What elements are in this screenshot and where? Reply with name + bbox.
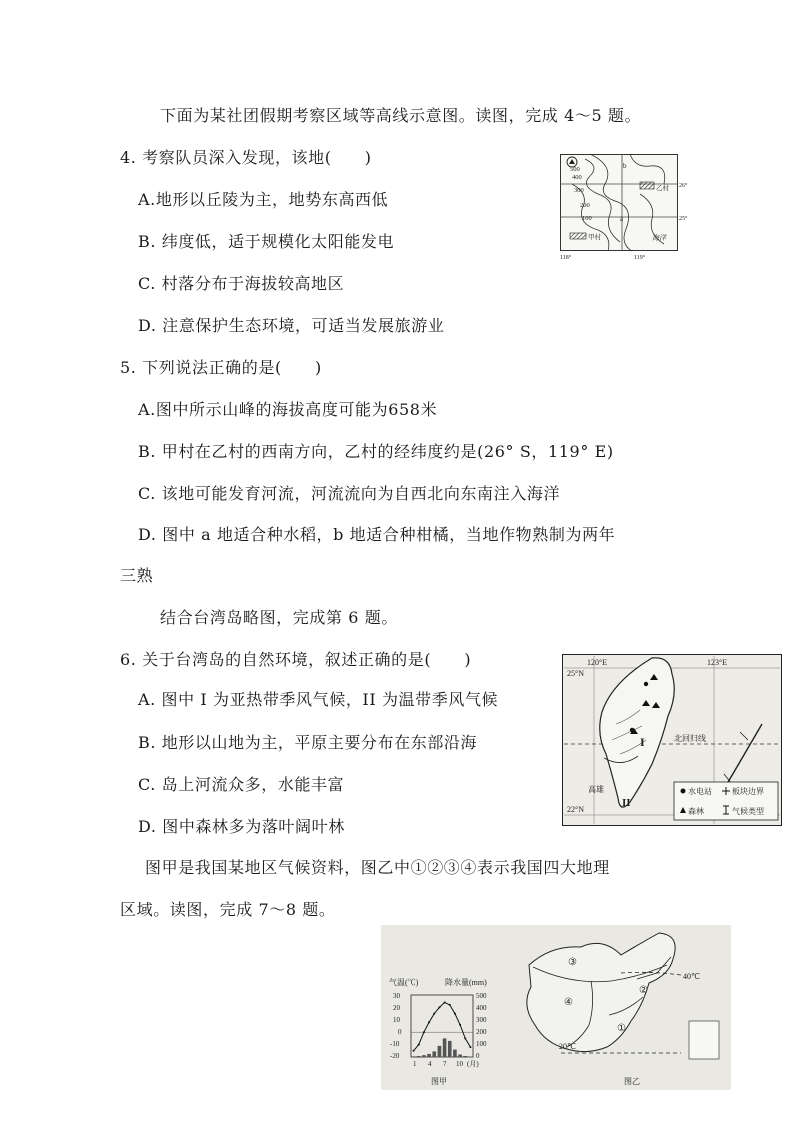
q6-option-d[interactable]: D. 图中森林多为落叶阔叶林: [138, 817, 345, 836]
village-yi-marker: [640, 182, 654, 189]
temp-point-month-6: [438, 1006, 440, 1008]
temp-point-month-2: [418, 1044, 420, 1046]
temp-point-month-8: [449, 1004, 451, 1006]
temp-point-month-1: [413, 1050, 415, 1052]
precip-bar-month-7: [443, 1038, 447, 1057]
y-right-tick-200: 200: [476, 1028, 487, 1036]
lon-120e-label: 120°E: [587, 658, 608, 667]
question-5-stem: 5. 下列说法正确的是( ): [120, 358, 322, 377]
q5-option-c[interactable]: C. 该地可能发育河流，河流流向为自西北向东南注入海洋: [138, 484, 561, 503]
legend-climate-label: 气候类型: [732, 807, 764, 816]
contour-500: 500: [570, 166, 580, 173]
x-tick-4: 4: [428, 1060, 432, 1068]
legend-plate-label: 板块边界: [732, 787, 764, 796]
intro-text-1: 下面为某社团假期考察区域等高线示意图。读图，完成 4～5 题。: [160, 106, 642, 125]
figure-jia-label: 图甲: [431, 1077, 447, 1086]
region-3-label: ③: [568, 957, 577, 968]
chart-temp-axis-title: 气温(℃): [389, 978, 419, 987]
contour-400: 400: [572, 174, 582, 181]
q4-option-c[interactable]: C. 村落分布于海拔较高地区: [138, 274, 345, 293]
question-6-stem: 6. 关于台湾岛的自然环境，叙述正确的是( ): [120, 650, 472, 669]
hydro-station-icon-2: [630, 728, 634, 732]
y-left-tick-neg10: -10: [390, 1040, 400, 1048]
y-left-tick-10: 10: [393, 1016, 400, 1024]
legend-hydro-label: 水电站: [688, 787, 712, 796]
temp-point-month-4: [428, 1021, 430, 1023]
isotherm-20-label: 20℃: [559, 1042, 576, 1051]
precip-bar-month-6: [438, 1046, 442, 1057]
q4-option-b[interactable]: B. 纬度低，适于规模化太阳能发电: [138, 232, 395, 251]
y-right-tick-500: 500: [476, 992, 487, 1000]
temp-point-month-12: [469, 1046, 471, 1048]
q4-option-d[interactable]: D. 注意保护生态环境，可适当发展旅游业: [138, 316, 445, 335]
x-tick-1: 1: [413, 1060, 417, 1068]
q5-option-a[interactable]: A.图中所示山峰的海拔高度可能为658米: [138, 400, 438, 419]
intro-text-3-line1: 图甲是我国某地区气候资料，图乙中①②③④表示我国四大地理: [145, 858, 610, 877]
lat-25n-label: 25°N: [567, 669, 584, 678]
hydro-station-icon: [644, 682, 648, 686]
region-4-label: ④: [564, 997, 573, 1008]
temp-point-month-9: [454, 1013, 456, 1015]
tropic-label: 北回归线: [674, 734, 706, 743]
y-right-tick-400: 400: [476, 1004, 487, 1012]
lat-26-label: 26°: [679, 183, 688, 189]
contour-300: 300: [574, 187, 584, 194]
x-tick-10: 10: [456, 1060, 463, 1068]
temp-point-month-10: [459, 1024, 461, 1026]
q5-option-d[interactable]: D. 图中 a 地适合种水稻，b 地适合种柑橘，当地作物熟制为两年: [138, 525, 616, 544]
intro-text-3-line2: 区域。读图，完成 7～8 题。: [120, 900, 336, 919]
contour-map-figure: [560, 154, 688, 264]
village-jia-marker: [570, 233, 586, 239]
q6-option-c[interactable]: C. 岛上河流众多，水能丰富: [138, 775, 345, 794]
precip-bar-month-11: [463, 1056, 467, 1057]
region-1-label: ①: [617, 1023, 626, 1034]
contour-100: 100: [582, 215, 592, 222]
contour-200: 200: [580, 202, 590, 209]
y-right-tick-0: 0: [476, 1052, 480, 1060]
zone-i-label: I: [640, 735, 645, 749]
temp-point-month-11: [464, 1037, 466, 1039]
point-b-label: b: [623, 162, 627, 170]
legend-forest-label: 森林: [688, 807, 704, 816]
question-4-stem: 4. 考察队员深入发现，该地( ): [120, 148, 372, 167]
south-china-sea-inset: [689, 1021, 719, 1059]
y-left-tick-20: 20: [393, 1004, 400, 1012]
figure-yi-label: 图乙: [624, 1077, 640, 1086]
precip-bar-month-10: [458, 1055, 462, 1057]
q6-option-a[interactable]: A. 图中 I 为亚热带季风气候，II 为温带季风气候: [138, 690, 499, 709]
isotherm-40-label: 40℃: [683, 972, 700, 981]
y-right-tick-300: 300: [476, 1016, 487, 1024]
zone-ii-label: II: [622, 797, 631, 809]
y-right-tick-100: 100: [476, 1040, 487, 1048]
q6-option-b[interactable]: B. 地形以山地为主，平原主要分布在东部沿海: [138, 733, 478, 752]
city-kaohsiung-label: 高雄: [588, 785, 604, 794]
lon-123e-label: 123°E: [707, 658, 728, 667]
x-tick-7: 7: [443, 1060, 447, 1068]
legend-hydro-icon: [681, 789, 686, 794]
lat-25-label: 25°: [679, 216, 688, 222]
precip-bar-month-3: [422, 1055, 426, 1057]
precip-bar-month-1: [412, 1056, 416, 1057]
y-left-tick-0: 0: [398, 1028, 402, 1036]
temp-point-month-3: [423, 1031, 425, 1033]
taiwan-map-figure: [562, 654, 782, 826]
sea-label: 海洋: [652, 234, 666, 242]
precip-bar-month-9: [453, 1050, 457, 1057]
intro-text-2: 结合台湾岛略图，完成第 6 题。: [160, 608, 398, 627]
precip-bar-month-5: [432, 1051, 436, 1057]
chart-precip-axis-title: 降水量(mm): [445, 978, 487, 987]
precip-bar-month-8: [448, 1041, 452, 1057]
y-left-tick-neg20: -20: [390, 1052, 400, 1060]
x-axis-unit: (月): [467, 1060, 479, 1068]
point-a-label: a: [620, 215, 624, 223]
q5-option-b[interactable]: B. 甲村在乙村的西南方向，乙村的经纬度约是(26° S，119° E): [138, 442, 614, 461]
climate-and-region-figure: [381, 925, 731, 1090]
lon-119-label: 119°: [634, 255, 646, 261]
lat-22n-label: 22°N: [567, 805, 584, 814]
precip-bar-month-2: [417, 1056, 421, 1057]
temp-point-month-5: [433, 1013, 435, 1015]
temp-point-month-7: [444, 1001, 446, 1003]
village-jia-label: 甲村: [588, 234, 601, 241]
q5-option-d-continued: 三熟: [120, 566, 154, 585]
region-2-label: ②: [639, 985, 648, 996]
lon-118-label: 118°: [560, 255, 572, 261]
village-yi-label: 乙村: [656, 185, 669, 192]
q4-option-a[interactable]: A.地形以丘陵为主，地势东高西低: [138, 190, 389, 209]
y-left-tick-30: 30: [393, 992, 400, 1000]
precip-bar-month-4: [427, 1054, 431, 1057]
